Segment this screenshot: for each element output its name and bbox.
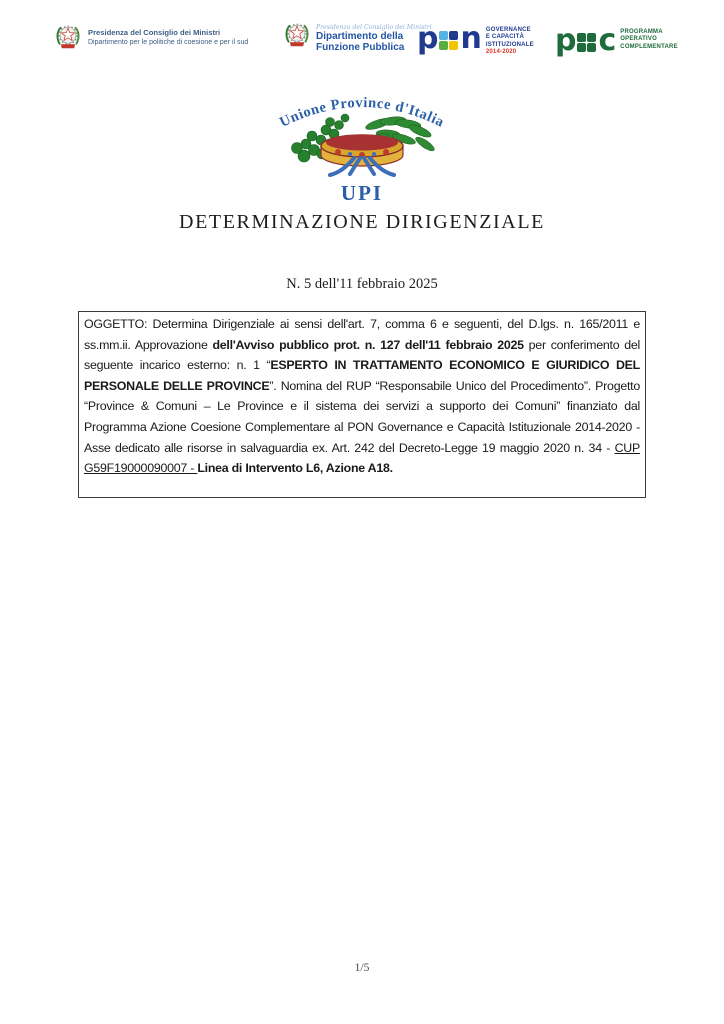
pon-letter-n: n	[460, 21, 481, 56]
fp-line1: Dipartimento della	[316, 31, 404, 42]
oggetto-text: OGGETTO: Determina Dirigenziale ai sensi dell'art. 7, comma 6 e seguenti, del D.lgs. n. 165/2011 e ss.mm.ii. Approvazione	[84, 317, 640, 352]
coesione-line1: Presidenza del Consiglio dei Ministri	[88, 28, 221, 37]
upi-logo	[0, 76, 724, 206]
crown-icon	[321, 135, 403, 166]
oggetto-bold-esperto: ESPERTO IN TRATTAMENTO ECONOMICO E GIURIDICO DEL PERSONALE DELLE PROVINCE	[84, 358, 640, 393]
document-number: N. 5 dell'11 febbraio 2025	[286, 276, 438, 292]
pon-caption-line2: E CAPACITÀ	[485, 34, 525, 41]
oggetto-bold-linea: Linea di Intervento L6, Azione A18.	[197, 461, 393, 476]
italy-emblem-icon	[55, 22, 81, 51]
logo-funzione-pubblica	[284, 20, 432, 53]
poc-o-squares-icon	[577, 33, 596, 52]
pon-o-squares-icon	[439, 31, 458, 50]
oggetto-paragraph	[84, 314, 640, 479]
oggetto-text: ”. Nomina del RUP “Responsabile Unico del Procedimento”. Progetto “Province & Comuni – Le Province e il sistema dei servizi a supporto dei Comuni” finanziato dal Programma Azione Coesione Complementare al PON Governance e Capacità Istituzionale 2014-2020 - Asse dedicato alle risorse in salvaguardia ex. Art. 242 del Decreto-Legge 19 maggio 2020 n. 34 -	[84, 378, 640, 455]
oggetto-text: per conferimento del seguente incarico esterno: n. 1 “	[84, 337, 640, 373]
fp-line2: Funzione Pubblica	[316, 41, 405, 53]
coesione-line2: Dipartimento per le politiche di coesione e per il sud	[88, 39, 249, 46]
poc-letter-c: c	[598, 23, 616, 58]
pon-square-yellow	[449, 41, 458, 50]
poc-square	[577, 33, 586, 42]
page-number: 1/5	[354, 962, 370, 974]
upi-crest-icon	[242, 76, 482, 180]
poc-letter-p: p	[555, 23, 576, 58]
pon-caption-line1: GOVERNANCE	[485, 27, 531, 33]
page-title: DETERMINAZIONE DIRIGENZIALE	[179, 211, 545, 233]
pon-wordmark	[417, 21, 481, 56]
upi-arc-text: Unione Province d'Italia	[277, 94, 447, 131]
pon-square-green	[439, 41, 448, 50]
logo-presidenza-coesione	[55, 22, 248, 51]
pon-caption-line3: ISTITUZIONALE	[485, 41, 534, 48]
oggetto-cup-code: CUP G59F19000090007 -	[84, 440, 640, 476]
pon-letter-p: p	[417, 21, 438, 56]
pon-square-lightblue	[439, 31, 448, 40]
poc-caption-line2: OPERATIVO	[620, 36, 657, 43]
fp-script-line: Presidenza del Consiglio dei Ministri	[316, 24, 432, 31]
poc-square	[577, 43, 586, 52]
svg-text:Unione Province d'Italia	[277, 95, 447, 131]
pon-caption-years: 2014-2020	[485, 48, 517, 55]
poc-square	[587, 43, 596, 52]
oggetto-bold-avviso: dell'Avviso pubblico prot. n. 127 dell'11 febbraio 2025	[212, 337, 524, 352]
oggetto-box	[78, 311, 646, 498]
italy-emblem-icon	[284, 20, 310, 49]
poc-caption-line3: COMPLEMENTARE	[620, 43, 678, 50]
upi-acronym: UPI	[340, 181, 384, 205]
logo-poc	[555, 23, 678, 58]
pon-square-blue	[449, 31, 458, 40]
logo-pon	[417, 21, 534, 56]
poc-caption-line1: PROGRAMMA	[620, 29, 663, 35]
poc-wordmark	[555, 23, 616, 58]
poc-square	[587, 33, 596, 42]
